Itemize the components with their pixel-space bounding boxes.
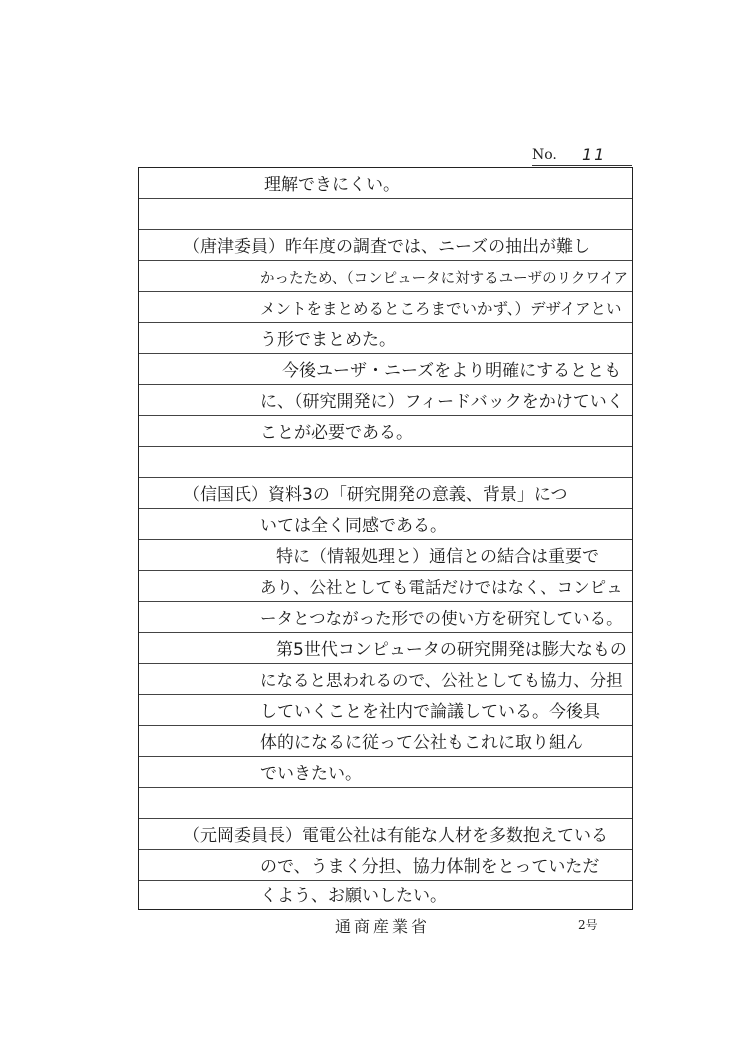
ruled-line-13 — [139, 540, 632, 571]
line-text-11: （信国氏）資料3の「研究開発の意義、背景」につ — [183, 485, 568, 505]
ruled-line-6 — [139, 323, 632, 354]
ruled-line-23 — [139, 850, 632, 881]
ruled-line-1 — [139, 168, 632, 199]
line-text-24: くよう、お願いしたい。 — [260, 886, 447, 906]
ruled-line-17 — [139, 664, 632, 695]
footer-office-name: 通商産業省 — [335, 917, 431, 936]
ruled-line-8 — [139, 385, 632, 416]
ruled-line-21 — [139, 788, 632, 819]
ruled-line-11 — [139, 478, 632, 509]
line-text-16: 第5世代コンピュータの研究開発は膨大なもの — [276, 640, 627, 660]
ruled-line-22 — [139, 819, 632, 850]
ruled-line-18 — [139, 695, 632, 726]
line-text-6: う形でまとめた。 — [260, 330, 396, 350]
ruled-line-10 — [139, 447, 632, 478]
footer-form-number: 2号 — [578, 918, 598, 932]
line-text-12: いては全く同感である。 — [260, 516, 447, 536]
line-text-19: 体的になるに従って公社もこれに取り組ん — [260, 733, 583, 753]
line-text-5: メントをまとめるところまでいかず、）デザイアとい — [260, 300, 622, 318]
ruled-line-9 — [139, 416, 632, 447]
ruled-line-12 — [139, 509, 632, 540]
line-text-8: に、（研究開発に）フィードバックをかけていく — [260, 392, 624, 412]
page-number-value: 11 — [582, 145, 607, 164]
line-text-14: あり、公社としても電話だけではなく、コンピュ — [260, 578, 623, 597]
line-text-4: かったため、（コンピュータに対するユーザのリクワイア — [260, 271, 629, 287]
ruled-line-20 — [139, 757, 632, 788]
ruled-line-7 — [139, 354, 632, 385]
ruled-line-19 — [139, 726, 632, 757]
ruled-line-14 — [139, 571, 632, 602]
ruled-line-2 — [139, 199, 632, 230]
line-text-18: していくことを社内で論議している。今後具 — [260, 702, 600, 722]
line-text-9: ことが必要である。 — [260, 423, 413, 443]
line-text-3: （唐津委員）昨年度の調査では、ニーズの抽出が難し — [183, 237, 591, 257]
ruled-line-16 — [139, 633, 632, 664]
ruled-line-24 — [139, 881, 632, 909]
ruled-line-5 — [139, 292, 632, 323]
line-text-23: ので、うまく分担、協力体制をとっていただ — [260, 857, 600, 877]
line-text-17: になると思われるので、公社としても協力、分担 — [260, 671, 623, 690]
ruled-line-4 — [139, 261, 632, 292]
line-text-20: でいきたい。 — [260, 764, 362, 784]
line-text-22: （元岡委員長）電電公社は有能な人材を多数抱えている — [183, 826, 608, 846]
line-text-7: 今後ユーザ・ニーズをより明確にするととも — [282, 361, 622, 381]
ruled-line-15 — [139, 602, 632, 633]
page-number-underline — [532, 165, 632, 166]
line-text-13: 特に（情報処理と）通信との結合は重要で — [276, 547, 599, 567]
ruled-line-3 — [139, 230, 632, 261]
page-number-label: No. — [532, 147, 557, 163]
line-text-15: ータとつながった形での使い方を研究している。 — [260, 609, 623, 628]
ruled-sheet — [138, 167, 633, 910]
line-text-1: 理解できにくい。 — [264, 175, 400, 195]
page-number — [532, 147, 632, 167]
